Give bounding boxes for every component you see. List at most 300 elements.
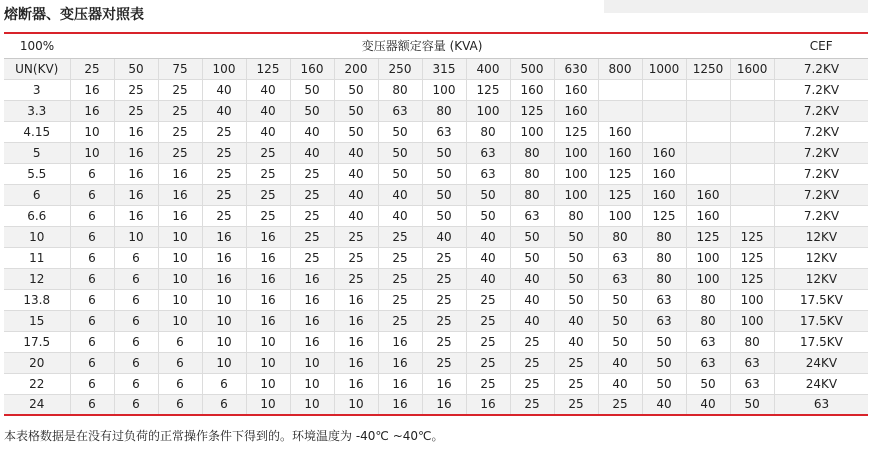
rating-cell: 16 <box>202 247 246 268</box>
cef-cell: 7.2KV <box>774 142 868 163</box>
rating-cell <box>642 121 686 142</box>
voltage-cell: 6.6 <box>4 205 70 226</box>
rating-cell: 125 <box>554 121 598 142</box>
rating-cell: 10 <box>290 352 334 373</box>
voltage-cell: 15 <box>4 310 70 331</box>
rating-cell: 16 <box>290 331 334 352</box>
rating-cell: 6 <box>70 205 114 226</box>
rating-cell: 25 <box>422 289 466 310</box>
rating-cell: 100 <box>466 100 510 121</box>
rating-cell: 40 <box>334 142 378 163</box>
rating-cell: 40 <box>598 373 642 394</box>
rating-cell: 16 <box>378 394 422 415</box>
rating-cell: 40 <box>466 226 510 247</box>
rating-cell: 160 <box>642 163 686 184</box>
rating-cell: 6 <box>70 163 114 184</box>
rating-cell: 63 <box>598 247 642 268</box>
rating-cell: 160 <box>642 184 686 205</box>
cef-cell: 12KV <box>774 268 868 289</box>
rating-cell: 400 <box>466 58 510 79</box>
rating-cell: 6 <box>70 289 114 310</box>
rating-cell: 16 <box>378 331 422 352</box>
rating-cell: 40 <box>510 268 554 289</box>
rating-cell: 125 <box>686 226 730 247</box>
cef-cell: 7.2KV <box>774 205 868 226</box>
rating-cell: 50 <box>642 331 686 352</box>
rating-cell: 10 <box>70 142 114 163</box>
rating-cell: 40 <box>202 79 246 100</box>
rating-cell: 80 <box>642 226 686 247</box>
rating-cell: 25 <box>510 373 554 394</box>
rating-cell: 50 <box>378 163 422 184</box>
rating-cell: 160 <box>642 142 686 163</box>
rating-cell: 6 <box>70 268 114 289</box>
rating-cell: 16 <box>334 331 378 352</box>
rating-cell: 25 <box>158 142 202 163</box>
rating-cell: 160 <box>290 58 334 79</box>
rating-cell: 16 <box>158 205 202 226</box>
rating-cell: 25 <box>422 247 466 268</box>
rating-cell: 80 <box>686 310 730 331</box>
rating-cell: 50 <box>466 184 510 205</box>
voltage-cell: 6 <box>4 184 70 205</box>
rating-cell: 50 <box>114 58 158 79</box>
rating-cell: 25 <box>422 331 466 352</box>
rating-cell: 16 <box>70 100 114 121</box>
rating-cell: 25 <box>554 373 598 394</box>
table-row <box>4 121 868 142</box>
rating-cell: 80 <box>510 142 554 163</box>
rating-cell: 40 <box>466 268 510 289</box>
rating-cell: 50 <box>730 394 774 415</box>
voltage-cell: 22 <box>4 373 70 394</box>
rating-cell: 10 <box>114 226 158 247</box>
rating-cell: 63 <box>642 310 686 331</box>
rating-cell: 16 <box>334 373 378 394</box>
rating-cell: 40 <box>510 289 554 310</box>
rating-cell: 10 <box>70 121 114 142</box>
rating-cell: 6 <box>202 373 246 394</box>
rating-cell: 50 <box>510 226 554 247</box>
rating-cell: 63 <box>598 268 642 289</box>
rating-cell: 125 <box>510 100 554 121</box>
rating-cell: 40 <box>334 184 378 205</box>
rating-cell: 10 <box>246 394 290 415</box>
rating-cell: 25 <box>510 331 554 352</box>
rating-cell: 50 <box>422 184 466 205</box>
table-row <box>4 310 868 331</box>
rating-cell: 16 <box>290 289 334 310</box>
rating-cell <box>686 79 730 100</box>
rating-cell: 100 <box>598 205 642 226</box>
table-row <box>4 205 868 226</box>
voltage-cell: 5.5 <box>4 163 70 184</box>
rating-cell: 16 <box>334 310 378 331</box>
rating-cell <box>686 121 730 142</box>
rating-cell: 100 <box>730 310 774 331</box>
rating-cell: 63 <box>642 289 686 310</box>
rating-cell <box>642 79 686 100</box>
rating-cell: 63 <box>378 100 422 121</box>
table-row <box>4 226 868 247</box>
rating-cell: 25 <box>246 205 290 226</box>
rating-cell: 50 <box>554 247 598 268</box>
top-right-box <box>604 0 868 13</box>
rating-cell: 10 <box>290 373 334 394</box>
rating-cell: 10 <box>158 289 202 310</box>
rating-cell: 100 <box>554 163 598 184</box>
rating-cell: 25 <box>554 352 598 373</box>
column-header-row <box>4 58 868 79</box>
rating-cell: 125 <box>730 247 774 268</box>
rating-cell: 50 <box>642 373 686 394</box>
rating-cell: 500 <box>510 58 554 79</box>
rating-cell: 25 <box>114 79 158 100</box>
rating-cell: 25 <box>202 205 246 226</box>
rating-cell: 80 <box>510 184 554 205</box>
rating-cell <box>730 121 774 142</box>
cef-cell: 7.2KV <box>774 58 868 79</box>
rating-cell: 40 <box>554 331 598 352</box>
rating-cell: 16 <box>246 310 290 331</box>
rating-cell: 6 <box>114 247 158 268</box>
cef-cell: 7.2KV <box>774 100 868 121</box>
rating-cell: 40 <box>246 79 290 100</box>
rating-cell: 160 <box>554 100 598 121</box>
rating-cell: 10 <box>290 394 334 415</box>
table-row <box>4 184 868 205</box>
rating-cell: 40 <box>554 310 598 331</box>
rating-cell: 50 <box>686 373 730 394</box>
header-corner: 100% <box>4 33 70 58</box>
rating-cell: 125 <box>730 226 774 247</box>
rating-cell: 50 <box>554 289 598 310</box>
rating-cell: 50 <box>378 142 422 163</box>
rating-cell: 6 <box>70 331 114 352</box>
rating-cell: 6 <box>114 394 158 415</box>
rating-cell: 6 <box>70 247 114 268</box>
cef-cell: 12KV <box>774 226 868 247</box>
rating-cell: 6 <box>114 373 158 394</box>
rating-cell: 75 <box>158 58 202 79</box>
rating-cell: 50 <box>334 79 378 100</box>
rating-cell: 50 <box>334 100 378 121</box>
rating-cell <box>686 163 730 184</box>
rating-cell: 6 <box>158 352 202 373</box>
rating-cell: 6 <box>114 331 158 352</box>
rating-cell: 25 <box>466 331 510 352</box>
rating-cell: 16 <box>202 268 246 289</box>
rating-cell: 50 <box>334 121 378 142</box>
rating-cell: 10 <box>246 373 290 394</box>
rating-cell: 16 <box>378 352 422 373</box>
rating-cell: 40 <box>334 163 378 184</box>
voltage-cell: 12 <box>4 268 70 289</box>
rating-cell: 125 <box>246 58 290 79</box>
rating-cell: 10 <box>246 352 290 373</box>
rating-cell: 40 <box>686 394 730 415</box>
voltage-cell: 17.5 <box>4 331 70 352</box>
rating-cell: 63 <box>422 121 466 142</box>
rating-cell: 80 <box>642 247 686 268</box>
rating-cell: 25 <box>466 310 510 331</box>
rating-cell: 6 <box>70 226 114 247</box>
rating-cell: 40 <box>510 310 554 331</box>
voltage-cell: UN(KV) <box>4 58 70 79</box>
rating-cell: 25 <box>466 289 510 310</box>
rating-cell: 25 <box>334 226 378 247</box>
rating-cell: 25 <box>290 247 334 268</box>
table-row <box>4 268 868 289</box>
rating-cell: 25 <box>246 184 290 205</box>
rating-cell: 6 <box>158 331 202 352</box>
rating-cell: 100 <box>554 142 598 163</box>
rating-cell: 6 <box>70 310 114 331</box>
rating-cell: 25 <box>598 394 642 415</box>
rating-cell: 80 <box>686 289 730 310</box>
rating-cell: 16 <box>334 352 378 373</box>
rating-cell: 6 <box>158 373 202 394</box>
rating-cell: 10 <box>202 331 246 352</box>
rating-cell: 6 <box>70 373 114 394</box>
rating-cell: 6 <box>114 268 158 289</box>
rating-cell <box>730 79 774 100</box>
voltage-cell: 3 <box>4 79 70 100</box>
rating-cell: 50 <box>598 310 642 331</box>
rating-cell: 6 <box>114 289 158 310</box>
rating-cell: 16 <box>378 373 422 394</box>
rating-cell: 25 <box>246 142 290 163</box>
rating-cell: 16 <box>422 394 466 415</box>
rating-cell <box>730 142 774 163</box>
table-row <box>4 394 868 415</box>
rating-cell: 80 <box>554 205 598 226</box>
rating-cell: 100 <box>554 184 598 205</box>
rating-cell: 16 <box>158 163 202 184</box>
voltage-cell: 20 <box>4 352 70 373</box>
rating-cell: 6 <box>202 394 246 415</box>
rating-cell: 16 <box>114 121 158 142</box>
table-row <box>4 373 868 394</box>
rating-cell: 50 <box>290 79 334 100</box>
rating-cell: 25 <box>290 184 334 205</box>
table-row <box>4 79 868 100</box>
cef-cell: 12KV <box>774 247 868 268</box>
rating-cell: 10 <box>158 247 202 268</box>
rating-cell: 40 <box>642 394 686 415</box>
table-row <box>4 100 868 121</box>
rating-cell: 16 <box>114 163 158 184</box>
voltage-cell: 3.3 <box>4 100 70 121</box>
rating-cell: 25 <box>158 121 202 142</box>
table-row <box>4 352 868 373</box>
rating-cell: 80 <box>598 226 642 247</box>
rating-cell: 630 <box>554 58 598 79</box>
rating-cell: 25 <box>510 352 554 373</box>
rating-cell: 50 <box>554 268 598 289</box>
rating-cell: 16 <box>422 373 466 394</box>
rating-cell: 25 <box>466 352 510 373</box>
rating-cell: 25 <box>202 142 246 163</box>
rating-cell: 40 <box>290 121 334 142</box>
rating-cell: 25 <box>290 205 334 226</box>
voltage-cell: 10 <box>4 226 70 247</box>
rating-cell: 25 <box>114 100 158 121</box>
rating-cell: 16 <box>114 142 158 163</box>
rating-cell: 100 <box>202 58 246 79</box>
rating-cell: 125 <box>598 163 642 184</box>
fuse-transformer-table <box>4 32 868 416</box>
rating-cell: 25 <box>422 310 466 331</box>
rating-cell: 63 <box>686 331 730 352</box>
rating-cell: 40 <box>378 184 422 205</box>
rating-cell: 40 <box>422 226 466 247</box>
rating-cell: 160 <box>598 142 642 163</box>
rating-cell: 25 <box>378 289 422 310</box>
rating-cell: 125 <box>466 79 510 100</box>
rating-cell: 50 <box>290 100 334 121</box>
rating-cell: 16 <box>290 310 334 331</box>
voltage-cell: 4.15 <box>4 121 70 142</box>
rating-cell: 16 <box>202 226 246 247</box>
rating-cell: 6 <box>70 394 114 415</box>
rating-cell: 25 <box>466 373 510 394</box>
rating-cell: 100 <box>730 289 774 310</box>
rating-cell: 40 <box>378 205 422 226</box>
rating-cell <box>730 163 774 184</box>
rating-cell: 25 <box>422 268 466 289</box>
rating-cell: 40 <box>598 352 642 373</box>
rating-cell: 125 <box>598 184 642 205</box>
rating-cell: 50 <box>422 205 466 226</box>
table-row <box>4 142 868 163</box>
rating-cell: 100 <box>422 79 466 100</box>
rating-cell: 40 <box>246 100 290 121</box>
rating-cell: 16 <box>246 247 290 268</box>
rating-cell: 50 <box>422 142 466 163</box>
rating-cell: 25 <box>334 268 378 289</box>
rating-cell: 25 <box>422 352 466 373</box>
rating-cell <box>730 100 774 121</box>
rating-cell: 25 <box>378 268 422 289</box>
rating-cell: 25 <box>158 79 202 100</box>
rating-cell: 50 <box>378 121 422 142</box>
cef-cell: 7.2KV <box>774 79 868 100</box>
rating-cell: 25 <box>202 184 246 205</box>
rating-cell: 25 <box>158 100 202 121</box>
rating-cell: 80 <box>422 100 466 121</box>
rating-cell: 40 <box>202 100 246 121</box>
rating-cell: 160 <box>686 184 730 205</box>
rating-cell: 80 <box>730 331 774 352</box>
cef-cell: 24KV <box>774 352 868 373</box>
rating-cell <box>642 100 686 121</box>
rating-cell: 16 <box>246 226 290 247</box>
rating-cell: 63 <box>510 205 554 226</box>
table-row <box>4 331 868 352</box>
rating-cell: 40 <box>334 205 378 226</box>
rating-cell: 6 <box>70 352 114 373</box>
rating-cell: 63 <box>466 142 510 163</box>
rating-cell: 160 <box>510 79 554 100</box>
rating-cell: 80 <box>466 121 510 142</box>
rating-cell: 6 <box>158 394 202 415</box>
header-cef: CEF <box>774 33 868 58</box>
rating-cell: 50 <box>598 331 642 352</box>
rating-cell: 25 <box>246 163 290 184</box>
header-capacity-label: 变压器额定容量 (KVA) <box>70 33 774 58</box>
rating-cell: 160 <box>686 205 730 226</box>
rating-cell: 100 <box>686 247 730 268</box>
rating-cell: 25 <box>554 394 598 415</box>
rating-cell: 25 <box>510 394 554 415</box>
rating-cell: 25 <box>202 163 246 184</box>
rating-cell: 16 <box>70 79 114 100</box>
table-row <box>4 163 868 184</box>
rating-cell: 25 <box>378 247 422 268</box>
rating-cell: 1000 <box>642 58 686 79</box>
cef-cell: 7.2KV <box>774 121 868 142</box>
rating-cell <box>598 100 642 121</box>
rating-cell: 160 <box>554 79 598 100</box>
page-title: 熔断器、变压器对照表 <box>4 7 144 23</box>
rating-cell: 1600 <box>730 58 774 79</box>
cef-cell: 7.2KV <box>774 163 868 184</box>
rating-cell: 63 <box>466 163 510 184</box>
rating-cell <box>598 79 642 100</box>
rating-cell: 50 <box>598 289 642 310</box>
table-row <box>4 247 868 268</box>
rating-cell: 125 <box>730 268 774 289</box>
cef-cell: 17.5KV <box>774 331 868 352</box>
voltage-cell: 24 <box>4 394 70 415</box>
rating-cell: 100 <box>686 268 730 289</box>
header-row <box>4 33 868 58</box>
rating-cell <box>730 184 774 205</box>
rating-cell: 16 <box>246 268 290 289</box>
rating-cell: 63 <box>730 373 774 394</box>
voltage-cell: 11 <box>4 247 70 268</box>
rating-cell: 16 <box>290 268 334 289</box>
rating-cell: 16 <box>114 205 158 226</box>
rating-cell: 10 <box>202 310 246 331</box>
voltage-cell: 13.8 <box>4 289 70 310</box>
cef-cell: 7.2KV <box>774 184 868 205</box>
rating-cell: 16 <box>158 184 202 205</box>
rating-cell: 16 <box>466 394 510 415</box>
rating-cell: 50 <box>642 352 686 373</box>
rating-cell: 40 <box>466 247 510 268</box>
rating-cell: 6 <box>114 352 158 373</box>
rating-cell: 10 <box>334 394 378 415</box>
rating-cell: 160 <box>598 121 642 142</box>
rating-cell: 10 <box>202 352 246 373</box>
rating-cell: 25 <box>290 226 334 247</box>
rating-cell: 80 <box>642 268 686 289</box>
rating-cell: 10 <box>158 310 202 331</box>
rating-cell: 25 <box>378 310 422 331</box>
cef-cell: 63 <box>774 394 868 415</box>
rating-cell <box>730 205 774 226</box>
rating-cell: 200 <box>334 58 378 79</box>
rating-cell <box>686 100 730 121</box>
rating-cell: 25 <box>334 247 378 268</box>
rating-cell: 63 <box>730 352 774 373</box>
rating-cell: 50 <box>554 226 598 247</box>
rating-cell: 50 <box>466 205 510 226</box>
rating-cell <box>686 142 730 163</box>
rating-cell: 1250 <box>686 58 730 79</box>
